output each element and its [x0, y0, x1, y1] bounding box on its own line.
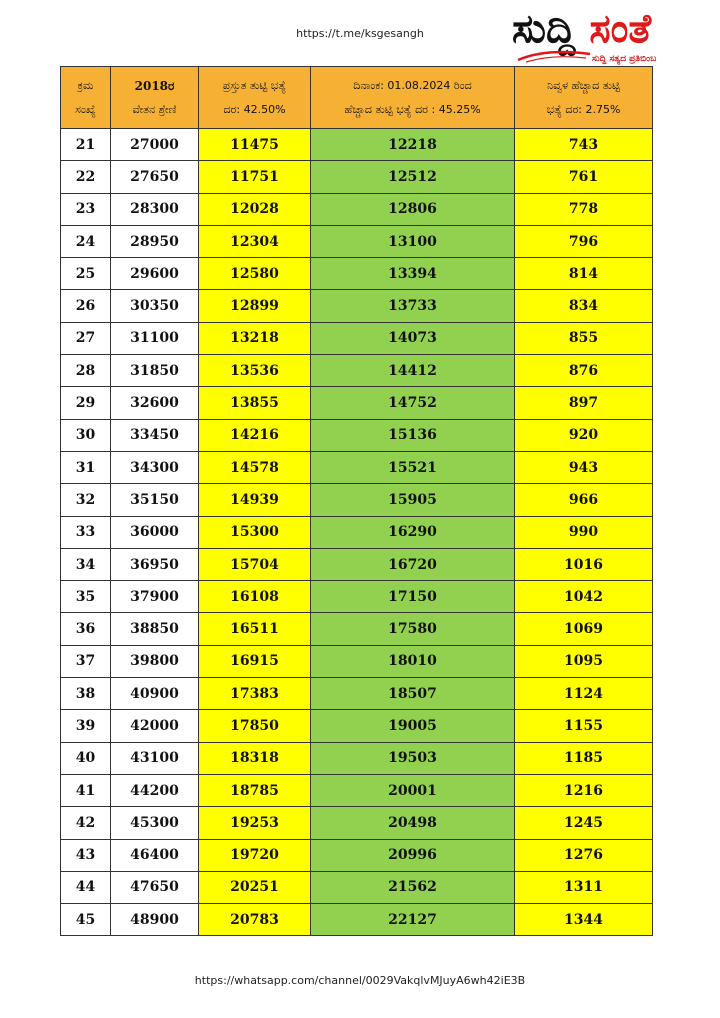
- cell-serial-no: 30: [61, 419, 111, 451]
- cell-current-da: 12899: [199, 290, 311, 322]
- cell-serial-no: 31: [61, 451, 111, 483]
- header-line: ಪ್ರಸ್ತುತ ತುಟ್ಟಿ ಭತ್ಯೆ: [222, 78, 287, 92]
- cell-net-increase: 1016: [515, 548, 653, 580]
- cell-serial-no: 44: [61, 871, 111, 903]
- cell-current-da: 13218: [199, 322, 311, 354]
- cell-increased-da: 16720: [311, 548, 515, 580]
- cell-current-da: 18785: [199, 774, 311, 806]
- cell-increased-da: 19503: [311, 742, 515, 774]
- table-row: [61, 710, 653, 742]
- cell-pay-scale: 38850: [111, 613, 199, 645]
- cell-increased-da: 17580: [311, 613, 515, 645]
- cell-net-increase: 1276: [515, 839, 653, 871]
- cell-serial-no: 38: [61, 678, 111, 710]
- cell-net-increase: 990: [515, 516, 653, 548]
- cell-current-da: 12304: [199, 225, 311, 257]
- cell-net-increase: 1185: [515, 742, 653, 774]
- logo-word-red: ಸಂತೆ: [589, 6, 652, 52]
- cell-pay-scale: 27650: [111, 161, 199, 193]
- cell-increased-da: 21562: [311, 871, 515, 903]
- table-row: [61, 129, 653, 161]
- cell-net-increase: 1311: [515, 871, 653, 903]
- cell-increased-da: 15905: [311, 484, 515, 516]
- cell-net-increase: 796: [515, 225, 653, 257]
- header-pay-scale-2018: [111, 67, 199, 129]
- cell-net-increase: 1069: [515, 613, 653, 645]
- cell-pay-scale: 36000: [111, 516, 199, 548]
- cell-current-da: 20251: [199, 871, 311, 903]
- cell-increased-da: 14412: [311, 355, 515, 387]
- cell-serial-no: 34: [61, 548, 111, 580]
- cell-current-da: 16915: [199, 645, 311, 677]
- cell-net-increase: 761: [515, 161, 653, 193]
- cell-net-increase: 778: [515, 193, 653, 225]
- cell-increased-da: 13100: [311, 225, 515, 257]
- cell-current-da: 17850: [199, 710, 311, 742]
- table-body: [61, 129, 653, 936]
- cell-pay-scale: 40900: [111, 678, 199, 710]
- table-row: [61, 774, 653, 806]
- brand-logo: [512, 6, 712, 68]
- cell-net-increase: 1155: [515, 710, 653, 742]
- cell-current-da: 16108: [199, 581, 311, 613]
- cell-serial-no: 32: [61, 484, 111, 516]
- cell-increased-da: 20498: [311, 807, 515, 839]
- table-row: [61, 904, 653, 936]
- header-serial-no: [61, 67, 111, 129]
- cell-serial-no: 35: [61, 581, 111, 613]
- header-line: ಹೆಚ್ಚಾದ ತುಟ್ಟಿ ಭತ್ಯೆ ದರ : 45.25%: [344, 102, 481, 116]
- cell-net-increase: 855: [515, 322, 653, 354]
- cell-increased-da: 20001: [311, 774, 515, 806]
- cell-pay-scale: 37900: [111, 581, 199, 613]
- table-row: [61, 193, 653, 225]
- header-current-da: [199, 67, 311, 129]
- cell-pay-scale: 47650: [111, 871, 199, 903]
- table-row: [61, 516, 653, 548]
- cell-serial-no: 43: [61, 839, 111, 871]
- cell-pay-scale: 32600: [111, 387, 199, 419]
- cell-pay-scale: 31100: [111, 322, 199, 354]
- cell-increased-da: 18507: [311, 678, 515, 710]
- cell-net-increase: 1124: [515, 678, 653, 710]
- cell-serial-no: 40: [61, 742, 111, 774]
- cell-current-da: 14939: [199, 484, 311, 516]
- header-line: ದರ: 42.50%: [223, 102, 286, 116]
- cell-increased-da: 13394: [311, 258, 515, 290]
- cell-serial-no: 39: [61, 710, 111, 742]
- cell-serial-no: 42: [61, 807, 111, 839]
- cell-net-increase: 1344: [515, 904, 653, 936]
- telegram-link[interactable]: https://t.me/ksgesangh: [296, 27, 424, 40]
- header-line: ವೇತನ ಶ್ರೇಣಿ: [132, 102, 177, 116]
- cell-pay-scale: 45300: [111, 807, 199, 839]
- cell-serial-no: 22: [61, 161, 111, 193]
- cell-increased-da: 22127: [311, 904, 515, 936]
- table-row: [61, 742, 653, 774]
- header-line: ದಿನಾಂಕ: 01.08.2024 ರಿಂದ: [353, 78, 472, 92]
- cell-net-increase: 1245: [515, 807, 653, 839]
- cell-serial-no: 27: [61, 322, 111, 354]
- logo-swoosh-icon: [516, 46, 592, 64]
- cell-current-da: 17383: [199, 678, 311, 710]
- cell-increased-da: 19005: [311, 710, 515, 742]
- table-row: [61, 581, 653, 613]
- cell-increased-da: 13733: [311, 290, 515, 322]
- da-rate-table: [60, 66, 653, 936]
- cell-serial-no: 45: [61, 904, 111, 936]
- cell-serial-no: 21: [61, 129, 111, 161]
- cell-pay-scale: 28300: [111, 193, 199, 225]
- cell-increased-da: 14752: [311, 387, 515, 419]
- cell-net-increase: 966: [515, 484, 653, 516]
- cell-increased-da: 12218: [311, 129, 515, 161]
- cell-net-increase: 920: [515, 419, 653, 451]
- cell-pay-scale: 36950: [111, 548, 199, 580]
- cell-current-da: 12580: [199, 258, 311, 290]
- cell-increased-da: 12512: [311, 161, 515, 193]
- cell-pay-scale: 48900: [111, 904, 199, 936]
- header-line: ಕ್ರಮ: [77, 78, 94, 92]
- header-line: ಭತ್ಯೆ ದರ: 2.75%: [546, 102, 621, 116]
- cell-serial-no: 25: [61, 258, 111, 290]
- cell-net-increase: 943: [515, 451, 653, 483]
- cell-net-increase: 897: [515, 387, 653, 419]
- cell-net-increase: 1095: [515, 645, 653, 677]
- cell-current-da: 14216: [199, 419, 311, 451]
- table-row: [61, 290, 653, 322]
- cell-pay-scale: 42000: [111, 710, 199, 742]
- cell-current-da: 20783: [199, 904, 311, 936]
- cell-current-da: 14578: [199, 451, 311, 483]
- table-row: [61, 322, 653, 354]
- cell-pay-scale: 31850: [111, 355, 199, 387]
- table-row: [61, 258, 653, 290]
- cell-serial-no: 28: [61, 355, 111, 387]
- table-header-row: [61, 67, 653, 129]
- cell-pay-scale: 28950: [111, 225, 199, 257]
- cell-current-da: 18318: [199, 742, 311, 774]
- cell-current-da: 12028: [199, 193, 311, 225]
- cell-pay-scale: 46400: [111, 839, 199, 871]
- cell-increased-da: 18010: [311, 645, 515, 677]
- cell-pay-scale: 34300: [111, 451, 199, 483]
- table-row: [61, 161, 653, 193]
- whatsapp-channel-link[interactable]: https://whatsapp.com/channel/0029VakqlvMJuyA6wh42iE3B: [194, 974, 526, 987]
- cell-pay-scale: 35150: [111, 484, 199, 516]
- cell-current-da: 19253: [199, 807, 311, 839]
- cell-current-da: 16511: [199, 613, 311, 645]
- cell-pay-scale: 27000: [111, 129, 199, 161]
- table-row: [61, 355, 653, 387]
- cell-current-da: 11475: [199, 129, 311, 161]
- table-row: [61, 871, 653, 903]
- cell-increased-da: 17150: [311, 581, 515, 613]
- table-row: [61, 451, 653, 483]
- header-line: ಸಂಖ್ಯೆ: [75, 102, 96, 116]
- table-row: [61, 387, 653, 419]
- cell-net-increase: 834: [515, 290, 653, 322]
- cell-serial-no: 37: [61, 645, 111, 677]
- table-row: [61, 225, 653, 257]
- table-row: [61, 484, 653, 516]
- header-net-increase: [515, 67, 653, 129]
- cell-pay-scale: 29600: [111, 258, 199, 290]
- cell-net-increase: 1042: [515, 581, 653, 613]
- cell-serial-no: 29: [61, 387, 111, 419]
- cell-net-increase: 743: [515, 129, 653, 161]
- header-line: ನಿವ್ವಳ ಹೆಚ್ಚಾದ ತುಟ್ಟಿ: [546, 78, 621, 92]
- cell-pay-scale: 33450: [111, 419, 199, 451]
- cell-current-da: 11751: [199, 161, 311, 193]
- table-row: [61, 807, 653, 839]
- cell-current-da: 13536: [199, 355, 311, 387]
- cell-serial-no: 24: [61, 225, 111, 257]
- cell-net-increase: 814: [515, 258, 653, 290]
- cell-increased-da: 14073: [311, 322, 515, 354]
- cell-current-da: 19720: [199, 839, 311, 871]
- logo-tagline: ಸುದ್ದಿ ಸತ್ಯದ ಪ್ರತಿಬಿಂಬ: [592, 54, 657, 64]
- cell-pay-scale: 39800: [111, 645, 199, 677]
- cell-increased-da: 15136: [311, 419, 515, 451]
- cell-pay-scale: 30350: [111, 290, 199, 322]
- cell-pay-scale: 43100: [111, 742, 199, 774]
- cell-increased-da: 12806: [311, 193, 515, 225]
- cell-serial-no: 33: [61, 516, 111, 548]
- cell-current-da: 15704: [199, 548, 311, 580]
- cell-serial-no: 36: [61, 613, 111, 645]
- table-row: [61, 645, 653, 677]
- cell-increased-da: 16290: [311, 516, 515, 548]
- cell-serial-no: 41: [61, 774, 111, 806]
- cell-serial-no: 26: [61, 290, 111, 322]
- header-increased-da: [311, 67, 515, 129]
- cell-increased-da: 20996: [311, 839, 515, 871]
- cell-current-da: 15300: [199, 516, 311, 548]
- cell-net-increase: 1216: [515, 774, 653, 806]
- cell-current-da: 13855: [199, 387, 311, 419]
- table-row: [61, 613, 653, 645]
- header-line: 2018ರ: [134, 78, 175, 93]
- logo-word-black: ಸುದ್ದಿ: [512, 6, 576, 52]
- cell-increased-da: 15521: [311, 451, 515, 483]
- table-row: [61, 678, 653, 710]
- cell-serial-no: 23: [61, 193, 111, 225]
- cell-net-increase: 876: [515, 355, 653, 387]
- table-row: [61, 419, 653, 451]
- cell-pay-scale: 44200: [111, 774, 199, 806]
- table-row: [61, 548, 653, 580]
- table-row: [61, 839, 653, 871]
